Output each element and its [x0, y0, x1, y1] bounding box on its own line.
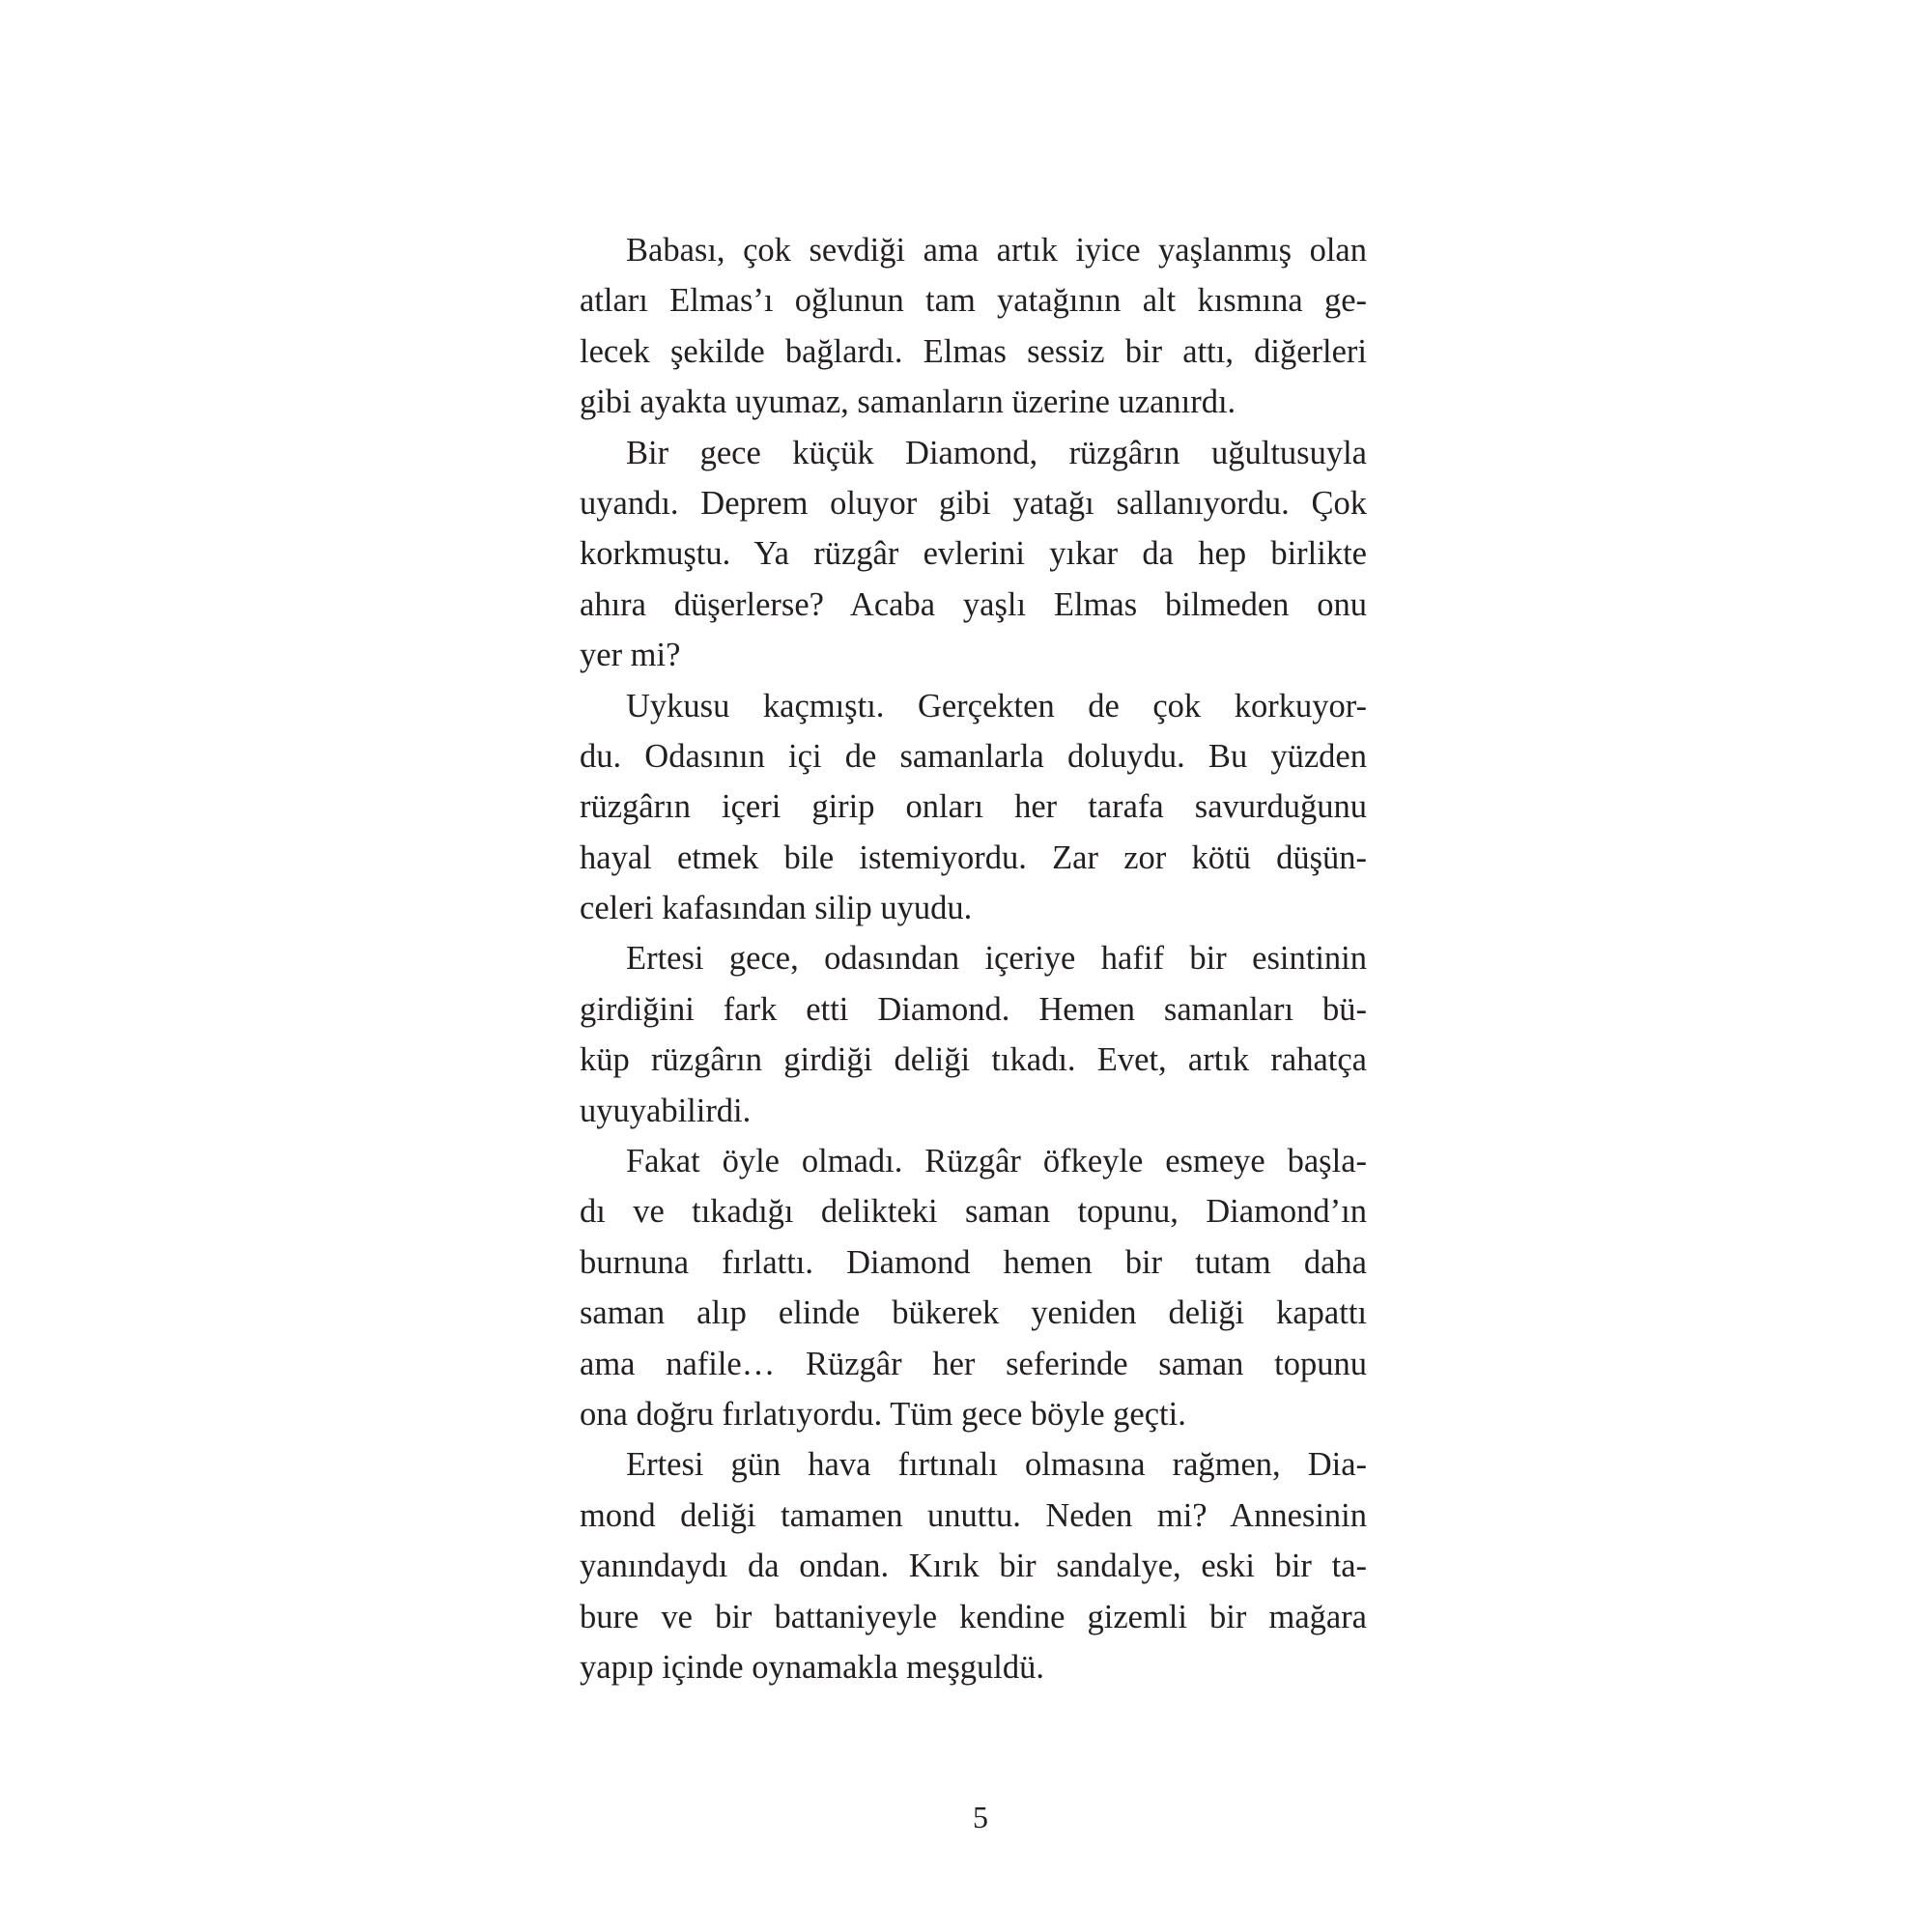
text-line: Fakat öyle olmadı. Rüzgâr öfkeyle esmeye başla-	[626, 1143, 1367, 1180]
text-line: Bir gece küçük Diamond, rüzgârın uğultusuyla	[626, 434, 1367, 471]
text-line: ona doğru fırlatıyordu. Tüm gece böyle geçti.	[580, 1395, 1186, 1433]
text-line: uyuyabilirdi.	[580, 1092, 752, 1129]
text-line: girdiğini fark etti Diamond. Hemen samanları bü-	[580, 990, 1367, 1028]
text-line: yapıp içinde oynamakla meşguldü.	[580, 1648, 1044, 1686]
text-line: yanındaydı da ondan. Kırık bir sandalye, eski bir ta-	[580, 1548, 1367, 1585]
page-number: 5	[973, 1800, 988, 1834]
text-line: korkmuştu. Ya rüzgâr evlerini yıkar da hep birlikte	[580, 535, 1367, 573]
text-line: Ertesi gece, odasından içeriye hafif bir esintinin	[626, 940, 1367, 978]
text-line: du. Odasının içi de samanlarla doluydu. Bu yüzden	[580, 737, 1367, 775]
text-line: celeri kafasından silip uyudu.	[580, 890, 973, 927]
text-line: Ertesi gün hava fırtınalı olmasına rağmen, Dia-	[626, 1446, 1367, 1484]
text-line: bure ve bir battaniyeyle kendine gizemli bir mağara	[580, 1598, 1367, 1635]
text-line: Babası, çok sevdiği ama artık iyice yaşlanmış olan	[626, 232, 1367, 269]
text-line: hayal etmek bile istemiyordu. Zar zor kötü düşün-	[580, 838, 1367, 876]
text-line: uyandı. Deprem oluyor gibi yatağı sallanıyordu. Çok	[580, 484, 1367, 522]
text-line: ahıra düşerlerse? Acaba yaşlı Elmas bilmeden onu	[580, 585, 1367, 623]
text-line: lecek şekilde bağlardı. Elmas sessiz bir attı, diğerleri	[580, 332, 1367, 370]
body-text	[580, 225, 1367, 1692]
text-line: burnuna fırlattı. Diamond hemen bir tutam daha	[580, 1243, 1367, 1281]
text-line: küp rüzgârın girdiği deliği tıkadı. Evet, artık rahatça	[580, 1041, 1367, 1079]
text-line: ama nafile… Rüzgâr her seferinde saman topunu	[580, 1345, 1367, 1382]
text-line: Uykusu kaçmıştı. Gerçekten de çok korkuyor-	[626, 687, 1367, 724]
text-line: dı ve tıkadığı delikteki saman topunu, Diamond’ın	[580, 1193, 1367, 1231]
text-line: atları Elmas’ı oğlunun tam yatağının alt kısmına ge-	[580, 282, 1367, 320]
text-line: gibi ayakta uyumaz, samanların üzerine uzanırdı.	[580, 384, 1236, 421]
text-line: mond deliği tamamen unuttu. Neden mi? Annesinin	[580, 1496, 1367, 1534]
text-line: saman alıp elinde bükerek yeniden deliği kapattı	[580, 1294, 1367, 1332]
text-line: yer mi?	[580, 637, 681, 674]
text-line: rüzgârın içeri girip onları her tarafa savurduğunu	[580, 788, 1367, 826]
